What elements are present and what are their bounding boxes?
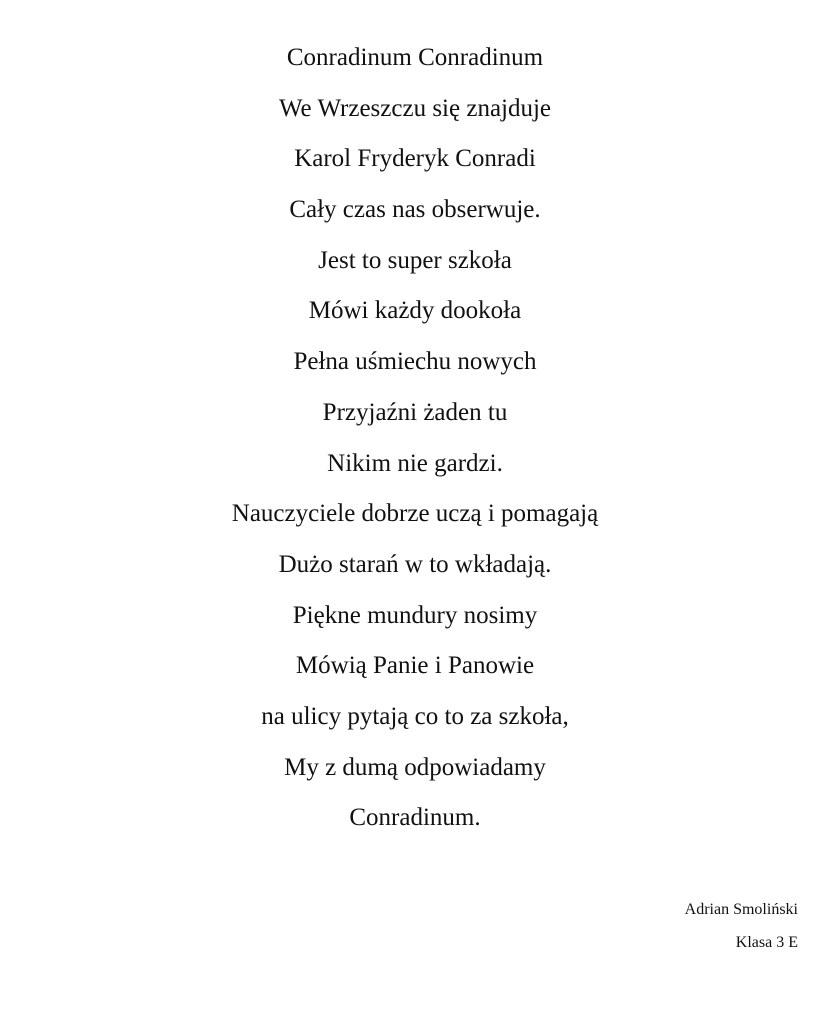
poem-line: Conradinum. (349, 804, 481, 832)
class-label: Klasa 3 E (735, 934, 798, 951)
poem-line: Cały czas nas obserwuje. (289, 196, 541, 224)
author-name: Adrian Smoliński (684, 901, 798, 918)
poem-line: Piękne mundury nosimy (292, 601, 538, 629)
poem-line: na ulicy pytają co to za szkoła, (261, 702, 569, 730)
poem-line: Karol Fryderyk Conradi (294, 145, 536, 173)
poem-line: Mówią Panie i Panowie (295, 652, 535, 680)
poem (0, 33, 830, 844)
poem-line: Dużo starań w to wkładają. (278, 550, 552, 578)
poem-line: We Wrzeszczu się znajduje (278, 94, 552, 122)
poem-line: Przyjaźni żaden tu (322, 398, 508, 426)
poem-line: Nikim nie gardzi. (327, 449, 503, 477)
poem-line: Conradinum Conradinum (286, 44, 544, 71)
poem-line: Jest to super szkoła (318, 246, 512, 274)
poem-line: Nauczyciele dobrze uczą i pomagają (231, 500, 599, 528)
poem-line: My z dumą odpowiadamy (284, 753, 546, 781)
poem-line: Mówi każdy dookoła (308, 297, 522, 325)
poem-line: Pełna uśmiechu nowych (293, 348, 537, 376)
